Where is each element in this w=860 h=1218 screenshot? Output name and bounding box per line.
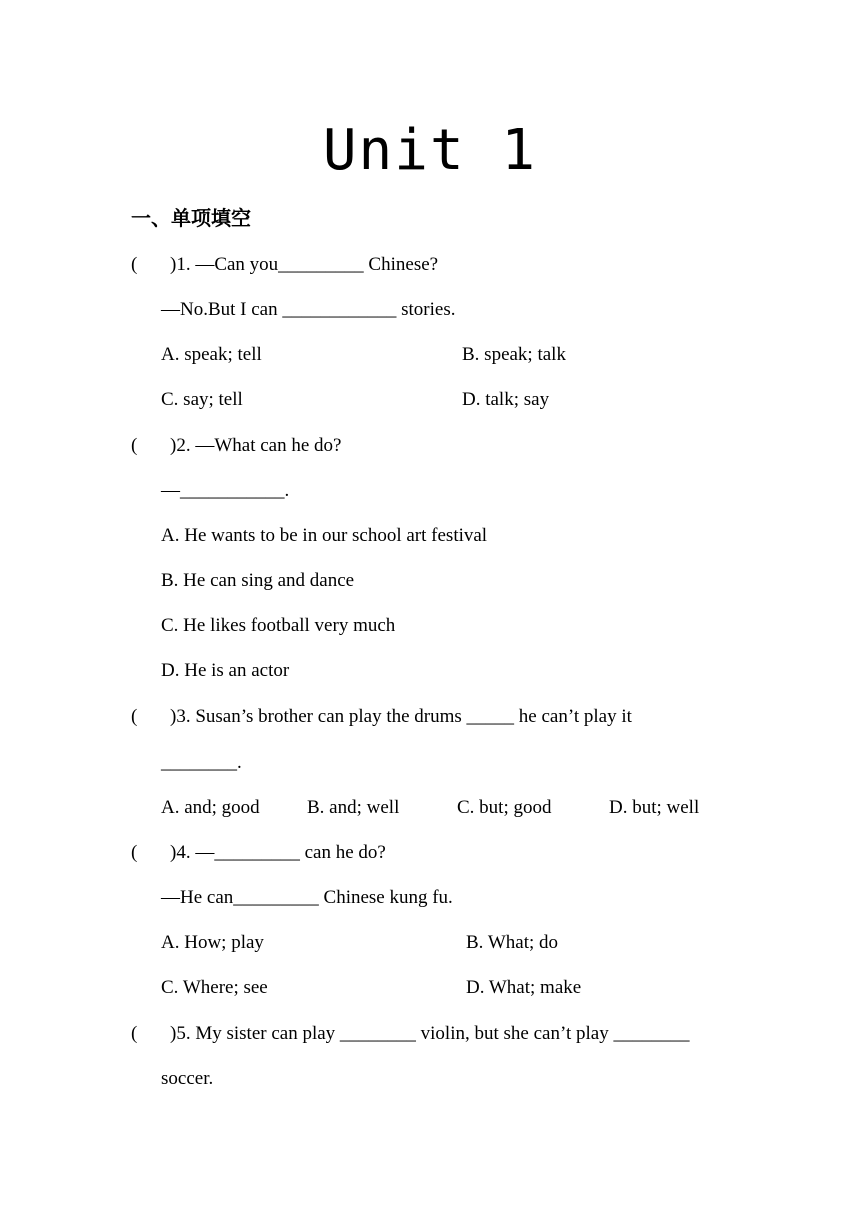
option-b: B. He can sing and dance: [161, 570, 355, 591]
option-c: C. say; tell: [161, 389, 243, 410]
option-c: C. He likes football very much: [161, 615, 396, 636]
question-response-line: —He can_________ Chinese kung fu.: [161, 887, 453, 908]
question-continuation-line: ________.: [161, 752, 242, 773]
question-response-line: —___________.: [161, 480, 290, 501]
option-b: B. speak; talk: [462, 344, 566, 365]
section-heading: 一、单项填空: [131, 206, 251, 230]
page-title: Unit 1: [322, 118, 538, 183]
question-response-line: —No.But I can ____________ stories.: [161, 299, 456, 320]
question-stem: )4. —_________ can he do?: [170, 842, 386, 863]
answer-bracket: (: [131, 842, 138, 863]
question-stem: )1. —Can you_________ Chinese?: [170, 254, 439, 275]
question-continuation-line: soccer.: [161, 1068, 214, 1089]
option-c: C. Where; see: [161, 977, 268, 998]
answer-bracket: (: [131, 1023, 138, 1044]
answer-bracket: (: [131, 435, 138, 456]
option-b: B. and; well: [307, 797, 400, 818]
option-d: D. What; make: [466, 977, 582, 998]
answer-bracket: (: [131, 254, 138, 275]
question-stem: )2. —What can he do?: [170, 435, 342, 456]
option-a: A. speak; tell: [161, 344, 262, 365]
option-a: A. He wants to be in our school art festival: [161, 525, 488, 546]
option-d: D. He is an actor: [161, 660, 290, 681]
option-a: A. How; play: [161, 932, 264, 953]
answer-bracket: (: [131, 706, 138, 727]
question-stem: )3. Susan’s brother can play the drums _____ he can’t play it: [170, 706, 632, 727]
option-b: B. What; do: [466, 932, 559, 953]
question-stem: )5. My sister can play ________ violin, but she can’t play ________: [170, 1023, 690, 1044]
option-d: D. talk; say: [462, 389, 550, 410]
option-a: A. and; good: [161, 797, 260, 818]
option-d: D. but; well: [609, 797, 700, 818]
option-c: C. but; good: [457, 797, 552, 818]
